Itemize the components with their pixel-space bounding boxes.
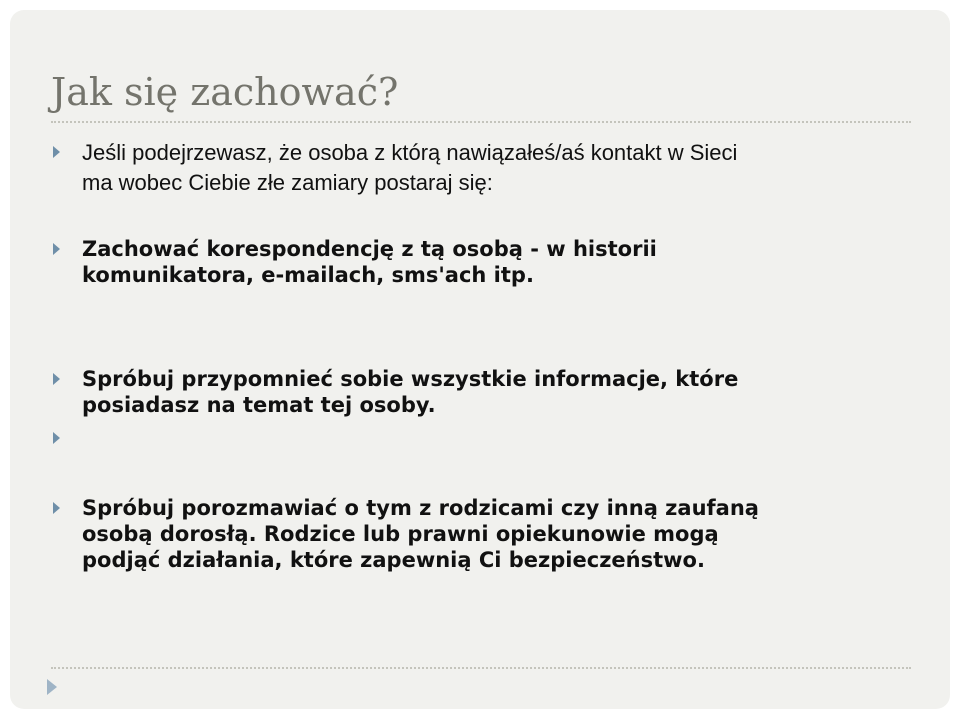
bullet-2-text [82, 236, 657, 288]
slide-title: Jak się zachować? [51, 70, 399, 114]
triangle-bullet-icon [53, 432, 60, 444]
bullet-5-line-2: osobą dorosłą. Rodzice lub prawni opiekunowie mogą [82, 522, 719, 546]
bullet-3-line-2: posiadasz na temat tej osoby. [82, 393, 436, 417]
title-divider [51, 121, 911, 123]
triangle-bullet-icon [53, 243, 60, 255]
bullet-3-line-1: Spróbuj przypomnieć sobie wszystkie informacje, które [82, 367, 739, 391]
bullet-5-line-3: podjąć działania, które zapewnią Ci bezpieczeństwo. [82, 548, 705, 572]
triangle-bullet-icon [53, 373, 60, 385]
triangle-bullet-icon [53, 502, 60, 514]
triangle-bullet-icon [53, 146, 60, 158]
bullet-2-line-2: komunikatora, e-mailach, sms'ach itp. [82, 263, 534, 287]
bullet-2-line-1: Zachować korespondencję z tą osobą - w historii [82, 237, 657, 261]
footer-divider [51, 667, 911, 669]
triangle-footer-icon [47, 679, 57, 695]
slide-frame [10, 10, 950, 709]
bullet-5-line-1: Spróbuj porozmawiać o tym z rodzicami czy inną zaufaną [82, 496, 759, 520]
bullet-1-text [82, 138, 737, 198]
bullet-1-line-2: ma wobec Ciebie złe zamiary postaraj się: [82, 170, 493, 195]
bullet-5-text [82, 495, 759, 573]
bullet-3-text [82, 366, 738, 418]
bullet-1-line-1: Jeśli podejrzewasz, że osoba z którą nawiązałeś/aś kontakt w Sieci [82, 140, 738, 165]
